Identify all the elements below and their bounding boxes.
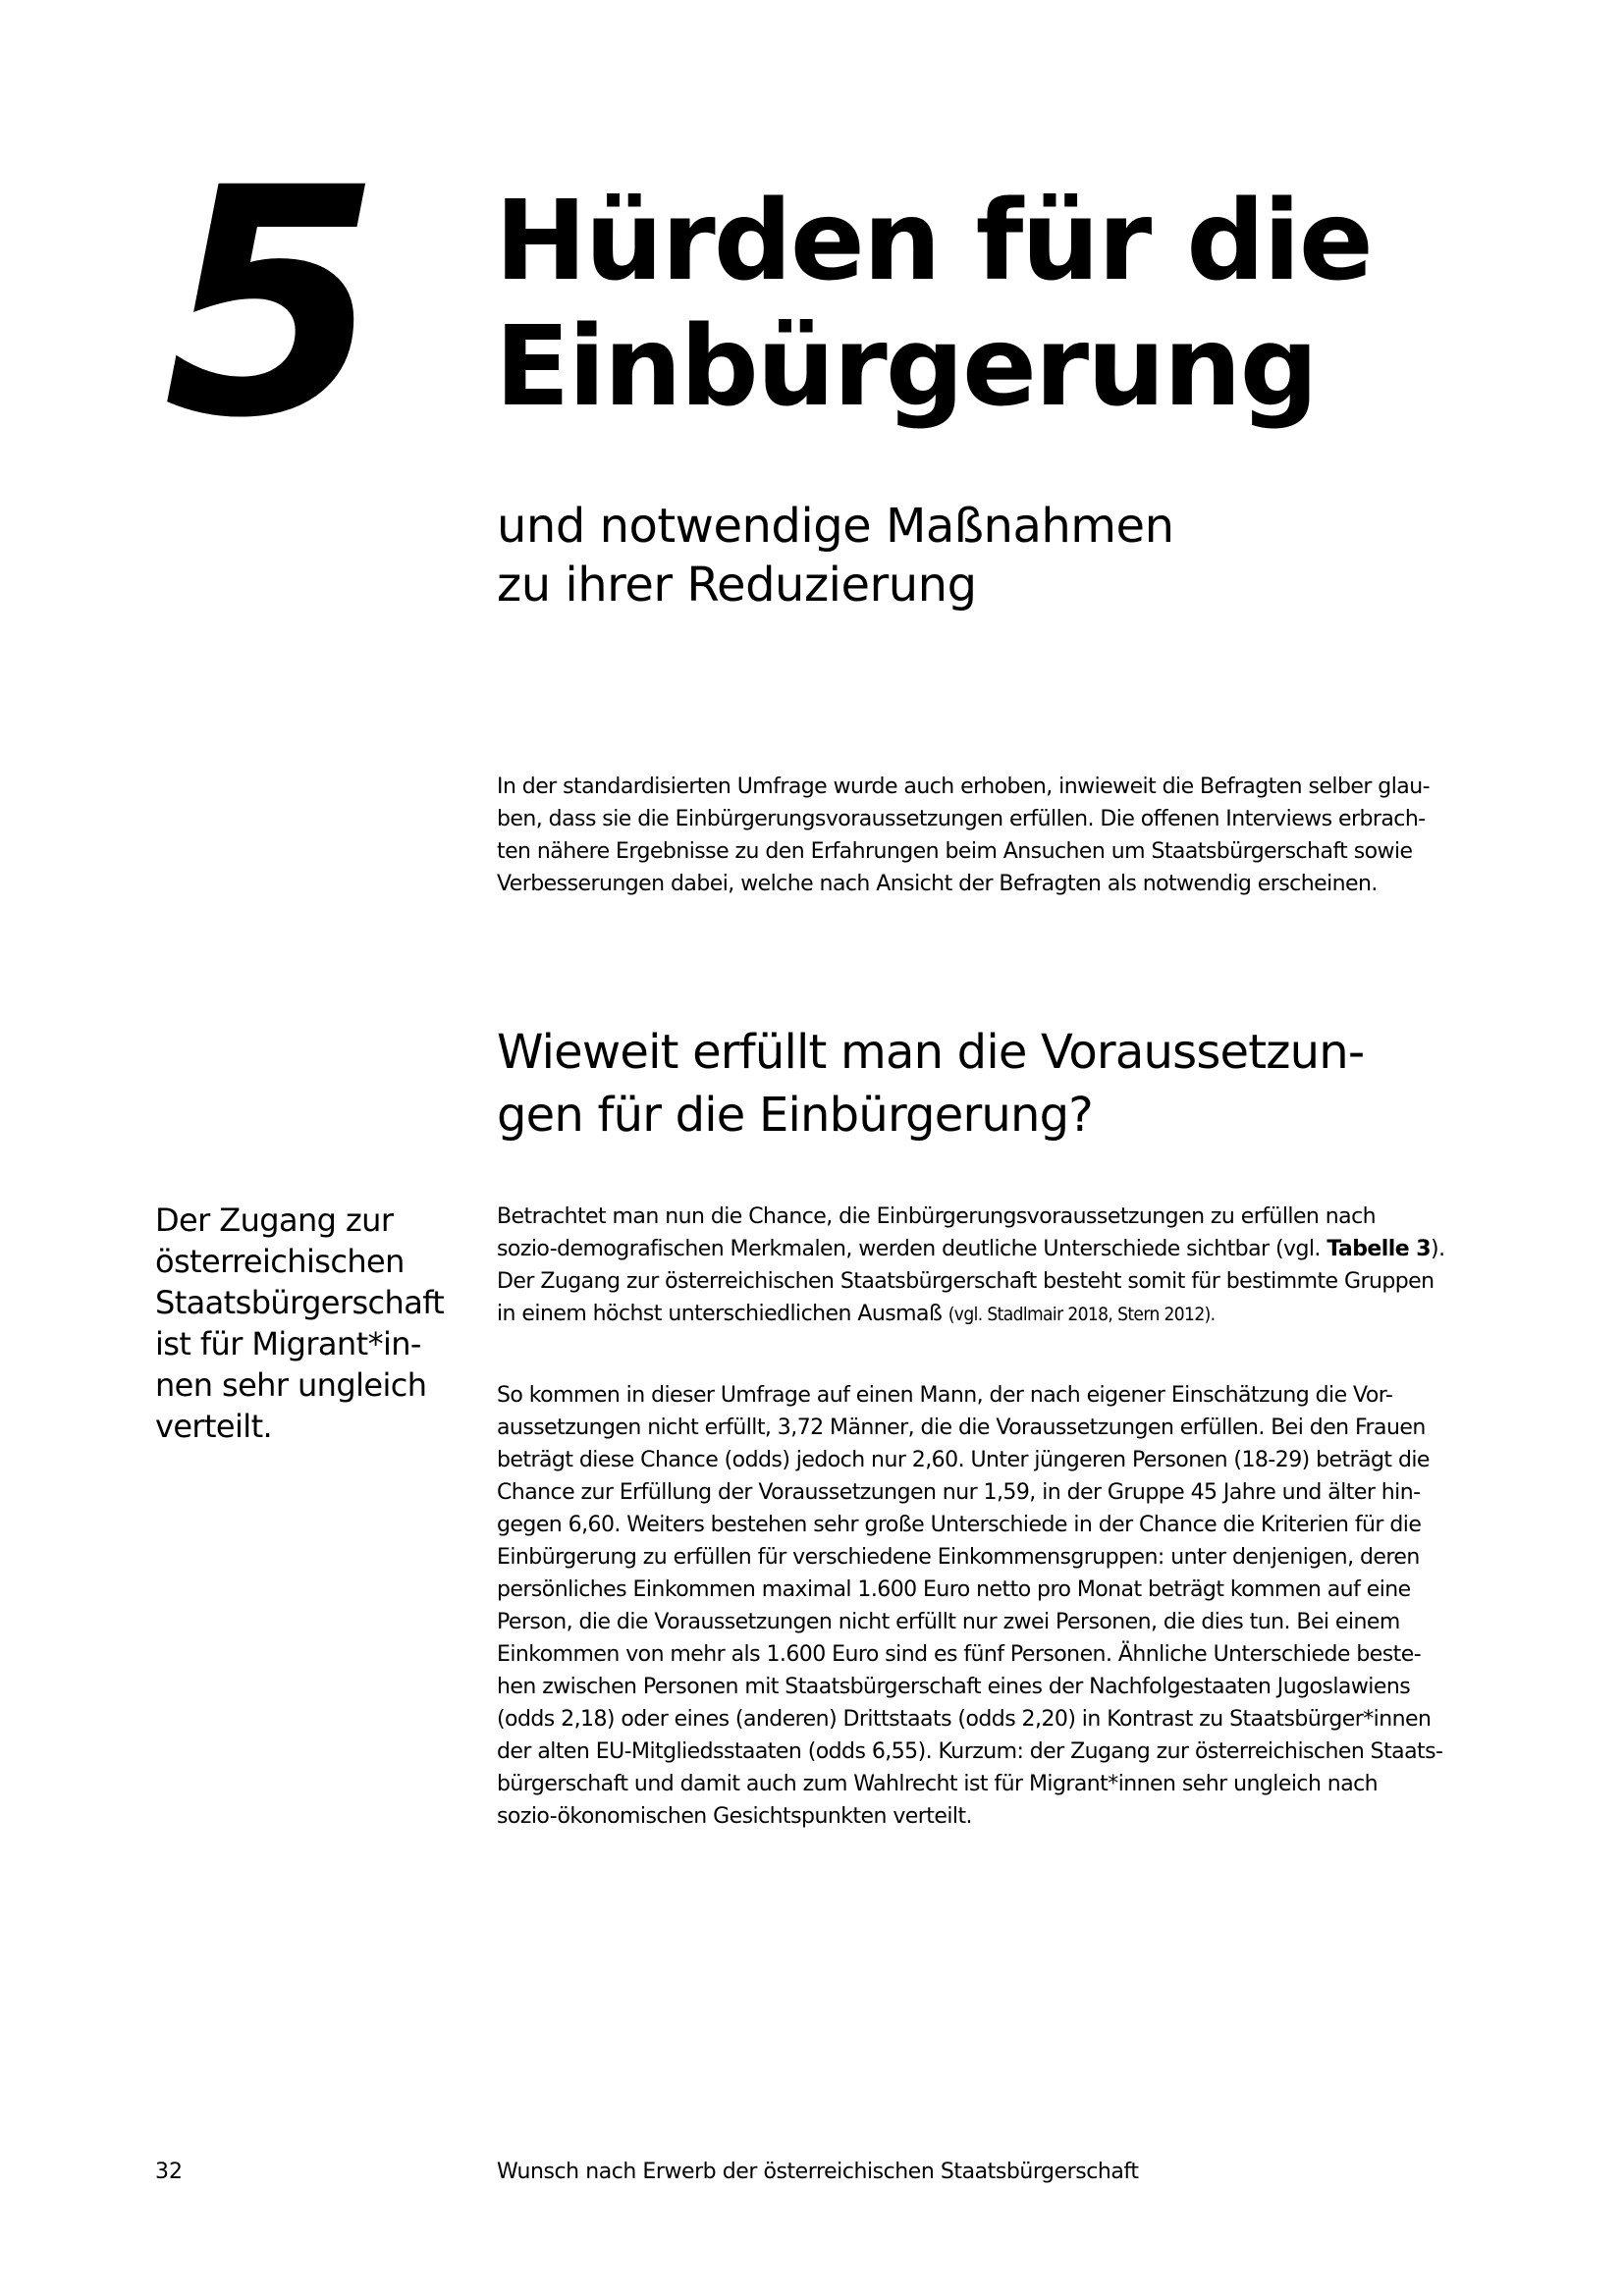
paragraph-line: sozio-ökonomischen Gesichtspunkten verteilt. bbox=[497, 1804, 972, 1829]
paragraph-line: Der Zugang zur österreichischen Staatsbürgerschaft besteht somit für bestimmte Gruppen bbox=[497, 1269, 1435, 1294]
section-heading-line: Wieweit erfüllt man die Voraussetzun- bbox=[497, 1025, 1365, 1080]
pull-quote-line: verteilt. bbox=[155, 1408, 273, 1445]
paragraph-line: aussetzungen nicht erfüllt, 3,72 Männer, die die Voraussetzungen erfüllen. Bei den Frauen bbox=[497, 1415, 1426, 1440]
chapter-subtitle bbox=[497, 497, 1479, 614]
intro-line: Verbesserungen dabei, welche nach Ansicht der Befragten als notwendig erscheinen. bbox=[497, 872, 1378, 896]
paragraph-text: sozio-demografischen Merkmalen, werden deutliche Unterschiede sichtbar (vgl. bbox=[497, 1237, 1327, 1261]
pull-quote-line: Staatsbürgerschaft bbox=[155, 1284, 445, 1321]
table-reference: Tabelle 3 bbox=[1326, 1237, 1432, 1261]
intro-line: ben, dass sie die Einbürgerungsvoraussetzungen erfüllen. Die offenen Interviews erbrach- bbox=[497, 807, 1426, 831]
pull-quote-line: Der Zugang zur bbox=[155, 1201, 394, 1239]
chapter-title-line: Hürden für die bbox=[495, 178, 1372, 305]
body-paragraph-1 bbox=[497, 1201, 1479, 1331]
section-heading bbox=[497, 1021, 1557, 1147]
intro-line: In der standardisierten Umfrage wurde auch erhoben, inwieweit die Befragten selber glau- bbox=[497, 774, 1430, 799]
paragraph-line: (odds 2,18) oder eines (anderen) Drittstaats (odds 2,20) in Kontrast zu Staatsbürger*innen bbox=[497, 1707, 1432, 1732]
paragraph-line: So kommen in dieser Umfrage auf einen Mann, der nach eigener Einschätzung die Vor- bbox=[497, 1383, 1393, 1408]
paragraph-line: Betrachtet man nun die Chance, die Einbürgerungsvoraussetzungen zu erfüllen nach bbox=[497, 1204, 1377, 1229]
paragraph-line: Einkommen von mehr als 1.600 Euro sind es fünf Personen. Ähnliche Unterschiede beste- bbox=[497, 1642, 1422, 1667]
chapter-subtitle-line: und notwendige Maßnahmen bbox=[497, 499, 1174, 554]
pull-quote-line: nen sehr ungleich bbox=[155, 1366, 427, 1404]
footer-document-title: Wunsch nach Erwerb der österreichischen Staatsbürgerschaft bbox=[497, 2160, 1139, 2184]
pull-quote bbox=[155, 1200, 450, 1447]
chapter-title-line: Einbürgerung bbox=[495, 303, 1317, 431]
chapter-title bbox=[495, 179, 1575, 430]
chapter-number: 5 bbox=[163, 122, 376, 487]
paragraph-line bbox=[497, 1233, 1479, 1265]
paragraph-line: der alten EU-Mitgliedsstaaten (odds 6,55). Kurzum: der Zugang zur österreichischen Staats- bbox=[497, 1739, 1443, 1764]
body-paragraph-2 bbox=[497, 1379, 1479, 1833]
citation: (vgl. Stadlmair 2018, Stern 2012). bbox=[947, 1304, 1216, 1325]
paragraph-line: bürgerschaft und damit auch zum Wahlrecht ist für Migrant*innen sehr ungleich nach bbox=[497, 1772, 1379, 1796]
paragraph-line: Einbürgerung zu erfüllen für verschiedene Einkommensgruppen: unter denjenigen, deren bbox=[497, 1545, 1420, 1570]
chapter-subtitle-line: zu ihrer Reduzierung bbox=[497, 558, 977, 613]
intro-line: ten nähere Ergebnisse zu den Erfahrungen beim Ansuchen um Staatsbürgerschaft sowie bbox=[497, 839, 1413, 864]
paragraph-line: persönliches Einkommen maximal 1.600 Euro netto pro Monat beträgt kommen auf eine bbox=[497, 1577, 1411, 1602]
paragraph-text: ). bbox=[1431, 1237, 1445, 1261]
page-number: 32 bbox=[155, 2160, 183, 2184]
paragraph-line: Chance zur Erfüllung der Voraussetzungen nur 1,59, in der Gruppe 45 Jahre und älter hin- bbox=[497, 1480, 1421, 1505]
pull-quote-line: ist für Migrant*in- bbox=[155, 1325, 421, 1362]
pull-quote-line: österreichischen bbox=[155, 1243, 405, 1280]
paragraph-line: beträgt diese Chance (odds) jedoch nur 2,60. Unter jüngeren Personen (18-29) beträgt die bbox=[497, 1448, 1430, 1472]
paragraph-line: Person, die die Voraussetzungen nicht erfüllt nur zwei Personen, die dies tun. Bei einem bbox=[497, 1610, 1400, 1634]
paragraph-line: hen zwischen Personen mit Staatsbürgerschaft eines der Nachfolgestaaten Jugoslawiens bbox=[497, 1675, 1411, 1699]
paragraph-line bbox=[497, 1298, 1479, 1331]
paragraph-text: in einem höchst unterschiedlichen Ausmaß bbox=[497, 1302, 948, 1326]
section-heading-line: gen für die Einbürgerung? bbox=[497, 1088, 1093, 1143]
intro-paragraph bbox=[497, 771, 1479, 900]
paragraph-line: gegen 6,60. Weiters bestehen sehr große Unterschiede in der Chance die Kriterien für die bbox=[497, 1513, 1422, 1537]
